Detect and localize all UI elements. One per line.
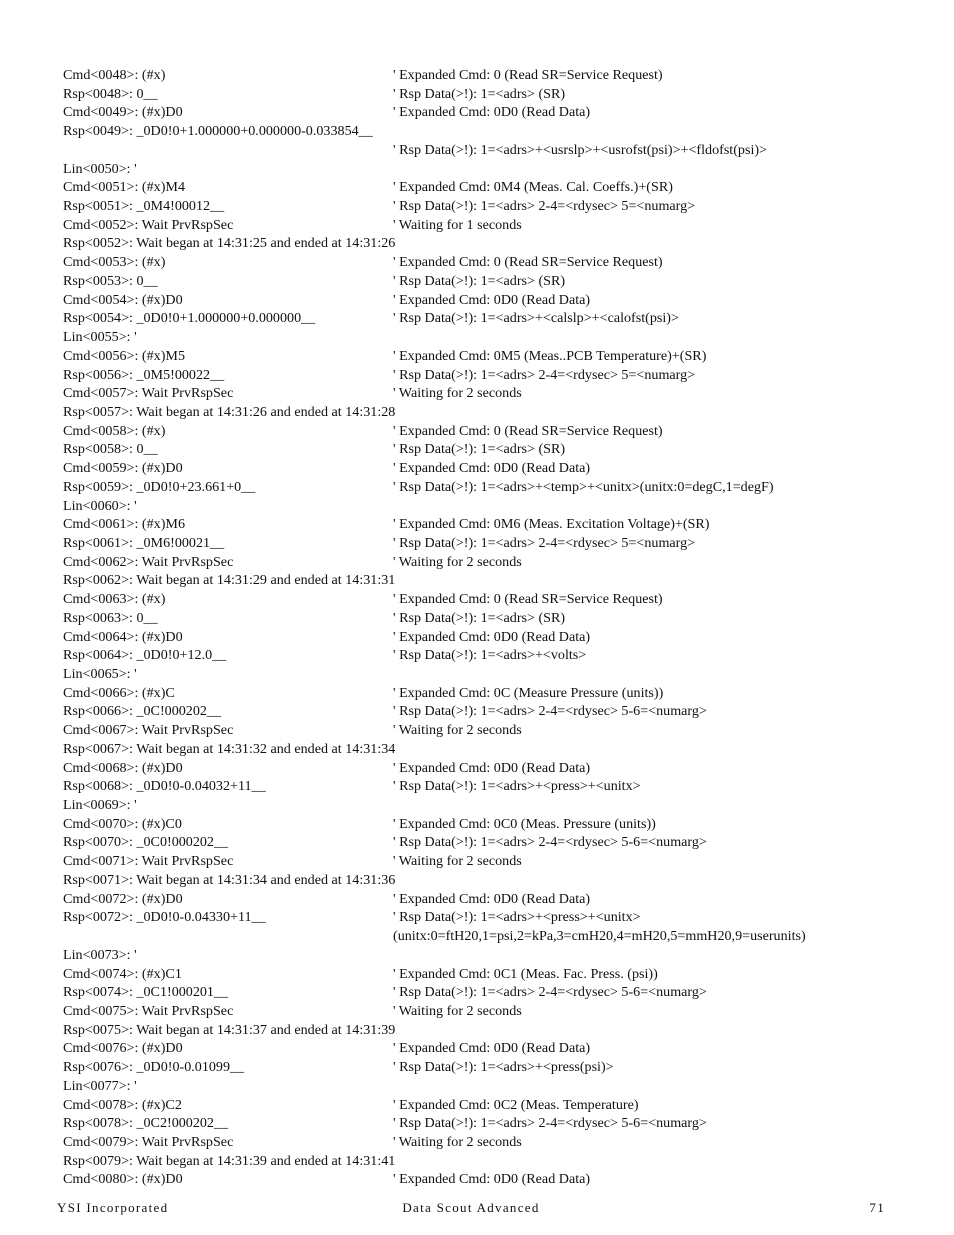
log-line-command: Lin<0065>: '	[63, 666, 137, 682]
log-line-command: Rsp<0052>: Wait began at 14:31:25 and ended at 14:31:26	[63, 235, 396, 252]
log-line-command: Rsp<0079>: Wait began at 14:31:39 and ended at 14:31:41	[63, 1152, 396, 1169]
log-line-command: Rsp<0059>: _0D0!0+23.661+0__	[63, 478, 256, 495]
log-line-command: Lin<0060>: '	[63, 497, 137, 514]
log-line	[63, 1114, 923, 1133]
log-line-comment: ' Expanded Cmd: 0 (Read SR=Service Request)	[393, 67, 663, 83]
log-line	[63, 178, 923, 197]
log-line-command: Cmd<0071>: Wait PrvRspSec	[63, 853, 234, 870]
log-line	[63, 1133, 923, 1152]
log-line-command: Rsp<0068>: _0D0!0-0.04032+11__	[63, 778, 266, 795]
log-line-comment: ' Rsp Data(>!): 1=<adrs> 2-4=<rdysec> 5-6=<numarg>	[393, 1115, 707, 1132]
log-line-command: Cmd<0048>: (#x)	[63, 67, 166, 83]
log-line-command: Rsp<0063>: 0__	[63, 609, 158, 626]
log-line	[63, 871, 923, 890]
log-line	[63, 1152, 923, 1171]
log-line	[63, 366, 923, 385]
log-line	[63, 141, 923, 160]
log-line-comment: ' Expanded Cmd: 0M4 (Meas. Cal. Coeffs.)+(SR)	[393, 179, 673, 196]
log-line-comment: ' Expanded Cmd: 0 (Read SR=Service Request)	[393, 254, 663, 271]
log-line-comment: ' Waiting for 2 seconds	[393, 1133, 522, 1150]
log-line	[63, 234, 923, 253]
log-line-command: Cmd<0074>: (#x)C1	[63, 965, 182, 982]
log-line	[63, 721, 923, 740]
log-line-command: Cmd<0057>: Wait PrvRspSec	[63, 385, 234, 402]
page-footer	[57, 1199, 885, 1217]
log-line-comment: ' Expanded Cmd: 0D0 (Read Data)	[393, 628, 591, 645]
log-line-comment: ' Rsp Data(>!): 1=<adrs> (SR)	[393, 609, 566, 626]
log-line	[63, 628, 923, 647]
log-line	[63, 160, 923, 179]
log-line-comment: ' Expanded Cmd: 0D0 (Read Data)	[393, 104, 591, 121]
log-line	[63, 908, 923, 927]
log-line	[63, 1039, 923, 1058]
log-line-comment: ' Expanded Cmd: 0C0 (Meas. Pressure (units))	[393, 815, 656, 832]
log-line-command: Lin<0077>: '	[63, 1077, 137, 1094]
log-line-command: Lin<0069>: '	[63, 797, 137, 814]
log-line	[63, 684, 923, 703]
log-line	[63, 702, 923, 721]
log-line-command: Rsp<0057>: Wait began at 14:31:26 and ended at 14:31:28	[63, 403, 396, 420]
log-line	[63, 553, 923, 572]
log-line-comment: ' Rsp Data(>!): 1=<adrs> 2-4=<rdysec> 5-6=<numarg>	[393, 703, 707, 720]
log-line-comment: ' Expanded Cmd: 0D0 (Read Data)	[393, 1171, 591, 1188]
log-line-command: Rsp<0061>: _0M6!00021__	[63, 534, 225, 551]
log-line-comment: ' Rsp Data(>!): 1=<adrs>+<volts>	[393, 647, 587, 664]
log-line	[63, 927, 923, 946]
log-line-command: Rsp<0071>: Wait began at 14:31:34 and ended at 14:31:36	[63, 871, 396, 888]
log-line-command: Rsp<0064>: _0D0!0+12.0__	[63, 647, 227, 664]
log-line-comment: ' Rsp Data(>!): 1=<adrs>+<press(psi)>	[393, 1059, 614, 1076]
log-line-command: Cmd<0049>: (#x)D0	[63, 104, 183, 121]
log-line	[63, 946, 923, 965]
log-line	[63, 1096, 923, 1115]
log-line-command: Cmd<0063>: (#x)	[63, 591, 166, 608]
log-line-command: Cmd<0078>: (#x)C2	[63, 1096, 182, 1113]
log-line-comment: ' Rsp Data(>!): 1=<adrs> 2-4=<rdysec> 5=<numarg>	[393, 534, 696, 551]
log-line	[63, 1077, 923, 1096]
log-line-comment: ' Waiting for 2 seconds	[393, 853, 522, 870]
log-line-comment: ' Rsp Data(>!): 1=<adrs> 2-4=<rdysec> 5=<numarg>	[393, 366, 696, 383]
log-line	[63, 497, 923, 516]
log-line-command: Cmd<0061>: (#x)M6	[63, 516, 185, 533]
log-line	[63, 216, 923, 235]
log-line	[63, 609, 923, 628]
log-line-command: Cmd<0076>: (#x)D0	[63, 1040, 183, 1057]
log-line-command: Rsp<0048>: 0__	[63, 85, 158, 102]
log-line-command: Rsp<0056>: _0M5!00022__	[63, 366, 225, 383]
log-line-comment: ' Waiting for 2 seconds	[393, 385, 522, 402]
log-line	[63, 815, 923, 834]
log-line	[63, 759, 923, 778]
log-line-comment: ' Waiting for 1 seconds	[393, 216, 522, 233]
log-line-command: Cmd<0066>: (#x)C	[63, 684, 175, 701]
log-line-command: Rsp<0051>: _0M4!00012__	[63, 198, 225, 215]
log-line-command: Rsp<0078>: _0C2!000202__	[63, 1115, 229, 1132]
log-line-command: Cmd<0075>: Wait PrvRspSec	[63, 1002, 234, 1019]
log-line-command: Lin<0073>: '	[63, 946, 137, 963]
log-line-comment: ' Rsp Data(>!): 1=<adrs>+<press>+<unitx>	[393, 909, 641, 926]
log-line-comment: ' Expanded Cmd: 0D0 (Read Data)	[393, 291, 591, 308]
log-line-command: Rsp<0049>: _0D0!0+1.000000+0.000000-0.033854__	[63, 123, 373, 140]
log-line-comment: ' Rsp Data(>!): 1=<adrs>+<calslp>+<calofst(psi)>	[393, 310, 679, 327]
log-line	[63, 777, 923, 796]
log-line-command: Lin<0055>: '	[63, 329, 137, 346]
log-line-command: Cmd<0080>: (#x)D0	[63, 1171, 183, 1188]
log-line	[63, 534, 923, 553]
log-line	[63, 571, 923, 590]
log-line-command: Rsp<0074>: _0C1!000201__	[63, 984, 229, 1001]
log-line-comment: ' Rsp Data(>!): 1=<adrs> 2-4=<rdysec> 5-6=<numarg>	[393, 984, 707, 1001]
log-line-comment: ' Expanded Cmd: 0C2 (Meas. Temperature)	[393, 1096, 639, 1113]
log-line-comment: ' Expanded Cmd: 0D0 (Read Data)	[393, 460, 591, 477]
log-line-comment: ' Rsp Data(>!): 1=<adrs>+<press>+<unitx>	[393, 778, 641, 795]
log-line	[63, 983, 923, 1002]
log-line-comment: ' Expanded Cmd: 0M6 (Meas. Excitation Voltage)+(SR)	[393, 516, 710, 533]
log-line	[63, 646, 923, 665]
log-line	[63, 328, 923, 347]
log-line-comment: ' Expanded Cmd: 0D0 (Read Data)	[393, 890, 591, 907]
log-line-comment: ' Rsp Data(>!): 1=<adrs> 2-4=<rdysec> 5=<numarg>	[393, 198, 696, 215]
log-line	[63, 740, 923, 759]
log-line-command: Rsp<0067>: Wait began at 14:31:32 and ended at 14:31:34	[63, 740, 396, 757]
footer-company: YSI Incorporated	[57, 1200, 169, 1215]
log-line-comment: (unitx:0=ftH20,1=psi,2=kPa,3=cmH20,4=mH20,5=mmH20,9=userunits)	[393, 928, 806, 945]
log-line-command: Cmd<0062>: Wait PrvRspSec	[63, 553, 234, 570]
log-line	[63, 197, 923, 216]
log-line-command: Cmd<0053>: (#x)	[63, 254, 166, 271]
log-line-command: Cmd<0072>: (#x)D0	[63, 890, 183, 907]
log-line	[63, 309, 923, 328]
log-line-comment: ' Waiting for 2 seconds	[393, 722, 522, 739]
log-line-command: Cmd<0067>: Wait PrvRspSec	[63, 722, 234, 739]
log-line-comment: ' Rsp Data(>!): 1=<adrs> (SR)	[393, 85, 566, 102]
log-line-command: Cmd<0052>: Wait PrvRspSec	[63, 216, 234, 233]
log-line	[63, 422, 923, 441]
log-line-comment: ' Rsp Data(>!): 1=<adrs> (SR)	[393, 441, 566, 458]
log-line-command: Cmd<0054>: (#x)D0	[63, 291, 183, 308]
log-line-command: Rsp<0075>: Wait began at 14:31:37 and ended at 14:31:39	[63, 1021, 396, 1038]
log-line	[63, 122, 923, 141]
log-line-command: Rsp<0070>: _0C0!000202__	[63, 834, 229, 851]
log-line-command: Rsp<0054>: _0D0!0+1.000000+0.000000__	[63, 310, 316, 327]
log-line	[63, 1002, 923, 1021]
log-line-command: Rsp<0072>: _0D0!0-0.04330+11__	[63, 909, 266, 926]
log-line-comment: ' Expanded Cmd: 0 (Read SR=Service Request)	[393, 591, 663, 608]
log-line-command: Rsp<0058>: 0__	[63, 441, 158, 458]
log-line-comment: ' Expanded Cmd: 0D0 (Read Data)	[393, 1040, 591, 1057]
log-line	[63, 833, 923, 852]
log-line-command: Cmd<0056>: (#x)M5	[63, 347, 185, 364]
log-line-comment: ' Expanded Cmd: 0M5 (Meas..PCB Temperature)+(SR)	[393, 347, 707, 364]
log-line	[63, 1058, 923, 1077]
log-line-command: Cmd<0079>: Wait PrvRspSec	[63, 1133, 234, 1150]
log-line-command: Lin<0050>: '	[63, 160, 137, 177]
log-line	[63, 665, 923, 684]
log-line	[63, 253, 923, 272]
log-line-command: Rsp<0066>: _0C!000202__	[63, 703, 222, 720]
footer-product: Data Scout Advanced	[402, 1200, 540, 1215]
log-line	[63, 384, 923, 403]
log-line-comment: ' Rsp Data(>!): 1=<adrs>+<usrslp>+<usrofst(psi)>+<fldofst(psi)>	[393, 141, 768, 158]
log-line-command: Cmd<0070>: (#x)C0	[63, 815, 182, 832]
log-line-command: Cmd<0064>: (#x)D0	[63, 628, 183, 645]
log-line-comment: ' Waiting for 2 seconds	[393, 1002, 522, 1019]
log-line-comment: ' Expanded Cmd: 0 (Read SR=Service Request)	[393, 422, 663, 439]
log-line	[63, 890, 923, 909]
log-line	[63, 272, 923, 291]
log-line-comment: ' Expanded Cmd: 0D0 (Read Data)	[393, 759, 591, 776]
log-line-comment: ' Rsp Data(>!): 1=<adrs> (SR)	[393, 272, 566, 289]
log-line-command: Cmd<0051>: (#x)M4	[63, 179, 185, 196]
log-line	[63, 796, 923, 815]
log-line	[63, 1170, 923, 1189]
log-line	[63, 291, 923, 310]
log-line	[63, 347, 923, 366]
log-line-comment: ' Expanded Cmd: 0C1 (Meas. Fac. Press. (psi))	[393, 965, 658, 982]
log-line	[63, 103, 923, 122]
log-line	[63, 478, 923, 497]
log-line	[63, 66, 923, 85]
log-line-command: Rsp<0076>: _0D0!0-0.01099__	[63, 1059, 245, 1076]
log-line	[63, 965, 923, 984]
log-line	[63, 440, 923, 459]
log-line	[63, 1021, 923, 1040]
command-log	[63, 66, 923, 1189]
log-line	[63, 459, 923, 478]
footer-page-number: 71	[869, 1200, 885, 1215]
log-line-command: Cmd<0068>: (#x)D0	[63, 759, 183, 776]
log-line-comment: ' Rsp Data(>!): 1=<adrs> 2-4=<rdysec> 5-6=<numarg>	[393, 834, 707, 851]
log-line-comment: ' Rsp Data(>!): 1=<adrs>+<temp>+<unitx>(unitx:0=degC,1=degF)	[393, 478, 774, 495]
log-line	[63, 85, 923, 104]
log-line-comment: ' Expanded Cmd: 0C (Measure Pressure (units))	[393, 684, 664, 701]
log-line	[63, 852, 923, 871]
log-line-command: Rsp<0062>: Wait began at 14:31:29 and ended at 14:31:31	[63, 572, 396, 589]
log-line	[63, 403, 923, 422]
log-line-command: Cmd<0059>: (#x)D0	[63, 460, 183, 477]
log-line-command: Cmd<0058>: (#x)	[63, 422, 166, 439]
log-line-command: Rsp<0053>: 0__	[63, 272, 158, 289]
log-line-comment: ' Waiting for 2 seconds	[393, 553, 522, 570]
log-line	[63, 590, 923, 609]
log-line	[63, 515, 923, 534]
